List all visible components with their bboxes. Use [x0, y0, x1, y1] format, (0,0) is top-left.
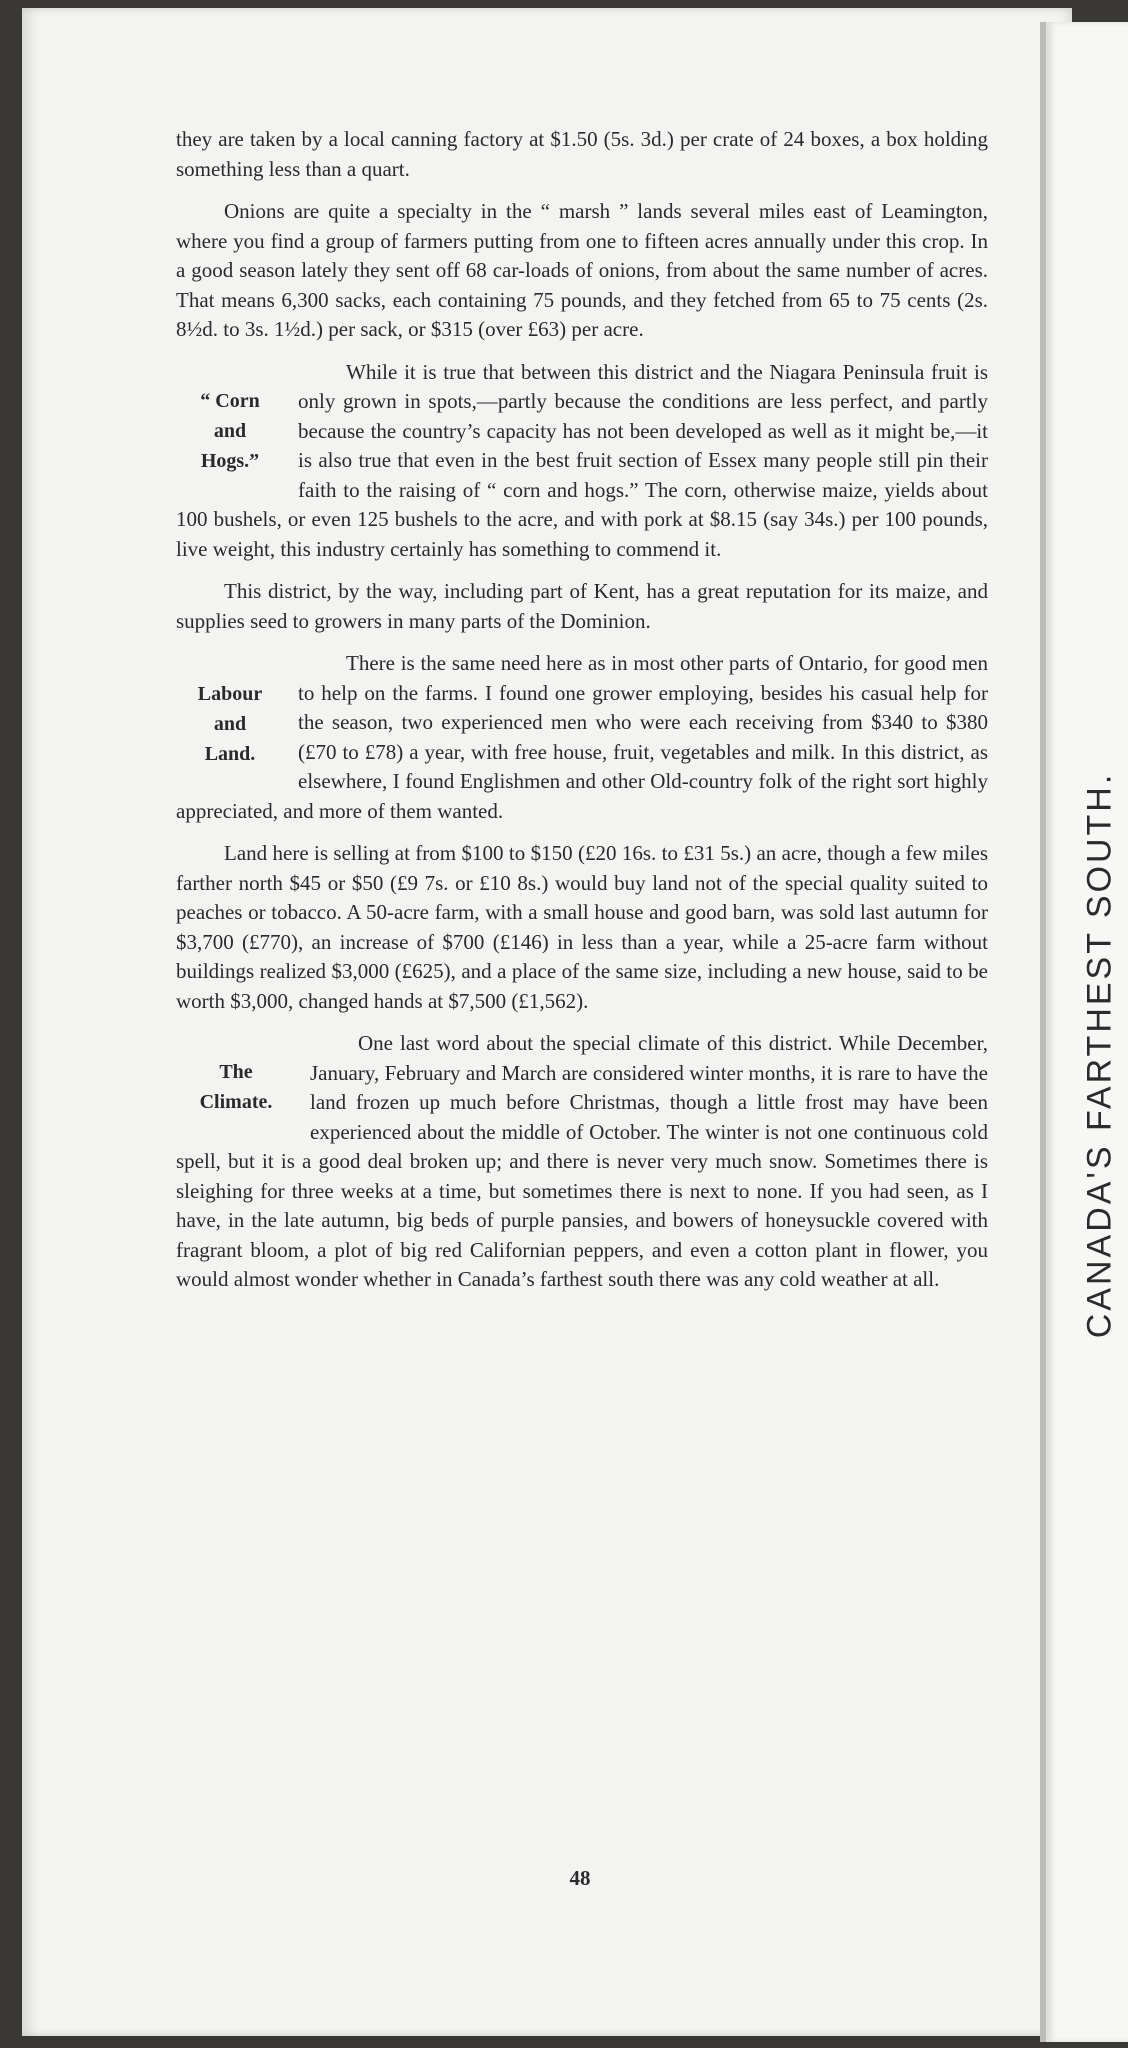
margin-note-line: Land. — [204, 743, 256, 765]
paragraph-climate: One last word about the special climate of this district. While December, January, February and March are considered winter months, it is rare to have the land frozen up much before Christmas, though a little frost may have been experienced about the middle of October. The winter is not one continuous cold spell, but it is a good deal broken up; and there is never very much snow. Sometimes there is sleighing for three weeks at a time, but sometimes there is next to none. If you had seen, as I have, in the late autumn, big beds of purple pansies, and bowers of honeysuckle covered with fragrant bloom, a plot of big red Californian peppers, and even a cotton plant in flower, you would almost wonder whether in Canada’s farthest south there was any cold weather at all. — [176, 1031, 988, 1291]
margin-note-line: “ Corn — [200, 389, 260, 412]
margin-note-line: and — [213, 419, 247, 442]
page-number: 48 — [569, 1866, 591, 1890]
paragraph-corn-and-hogs: While it is true that between this district and the Niagara Peninsula fruit is only grown in spots,—partly because the conditions are less perfect, and partly because the country’s capacity has not been developed as well as it might be,—it is also true that even in the best fruit section of Essex many people still pin their faith to the raising of “ corn and hogs.” The corn, otherwise maize, yields about 100 bushels, or even 125 bushels to the acre, and with pork at $8.15 (say 34s.) per 100 pounds, live weight, this industry certainly has something to commend it. — [176, 359, 988, 561]
body-text — [176, 125, 988, 1308]
paragraph-canning: they are taken by a local canning factory at $1.50 (5s. 3d.) per crate of 24 boxes, a box holding something less than a quart. — [176, 127, 988, 181]
paragraph-labour: There is the same need here as in most other parts of Ontario, for good men to help on the farms. I found one grower employing, besides his casual help for the season, two experienced men who were each receiving from $340 to $380 (£70 to £78) a year, with free house, fruit, vegetables and milk. In this district, as elsewhere, I found Englishmen and other Old-country folk of the right sort highly appreciated, and more of them wanted. — [176, 651, 988, 823]
margin-note-line: Climate. — [199, 1091, 273, 1113]
margin-note-labour-and-land — [176, 679, 284, 769]
margin-note-line: Labour — [197, 683, 263, 705]
paragraph-maize-reputation: This district, by the way, including part of Kent, has a great reputation for its maize, and supplies seed to growers in many parts of the Dominion. — [176, 579, 988, 633]
paragraph-land-prices: Land here is selling at from $100 to $150 (£20 16s. to £31 5s.) an acre, though a few miles farther north $45 or $50 (£9 7s. or £10 8s.) would buy land not of the special quality suited to peaches or tobacco. A 50-acre farm, with a small house and good barn, was sold last autumn for $3,700 (£770), an increase of $700 (£146) in less than a year, while a 25-acre farm without buildings realized $3,000 (£625), and a place of the same size, including a new house, said to be worth $3,000, changed hands at $7,500 (£1,562). — [176, 841, 988, 1013]
margin-note-the-climate — [176, 1057, 296, 1117]
margin-note-line: The — [219, 1061, 253, 1083]
paragraph-onions: Onions are quite a specialty in the “ marsh ” lands several miles east of Leamington, where you find a group of farmers putting from one to fifteen acres annually under this crop. In a good season lately they sent off 68 car-loads of onions, from about the same number of acres. That means 6,300 sacks, each containing 75 pounds, and they fetched from 65 to 75 cents (2s. 8½d. to 3s. 1½d.) per sack, or $315 (over £63) per acre. — [176, 199, 988, 341]
side-running-title: CANADA'S FARTHEST SOUTH. — [1080, 771, 1119, 1339]
margin-note-line: and — [213, 713, 247, 735]
margin-note-line: Hogs.” — [200, 449, 260, 472]
margin-note-corn-and-hogs — [176, 386, 284, 476]
